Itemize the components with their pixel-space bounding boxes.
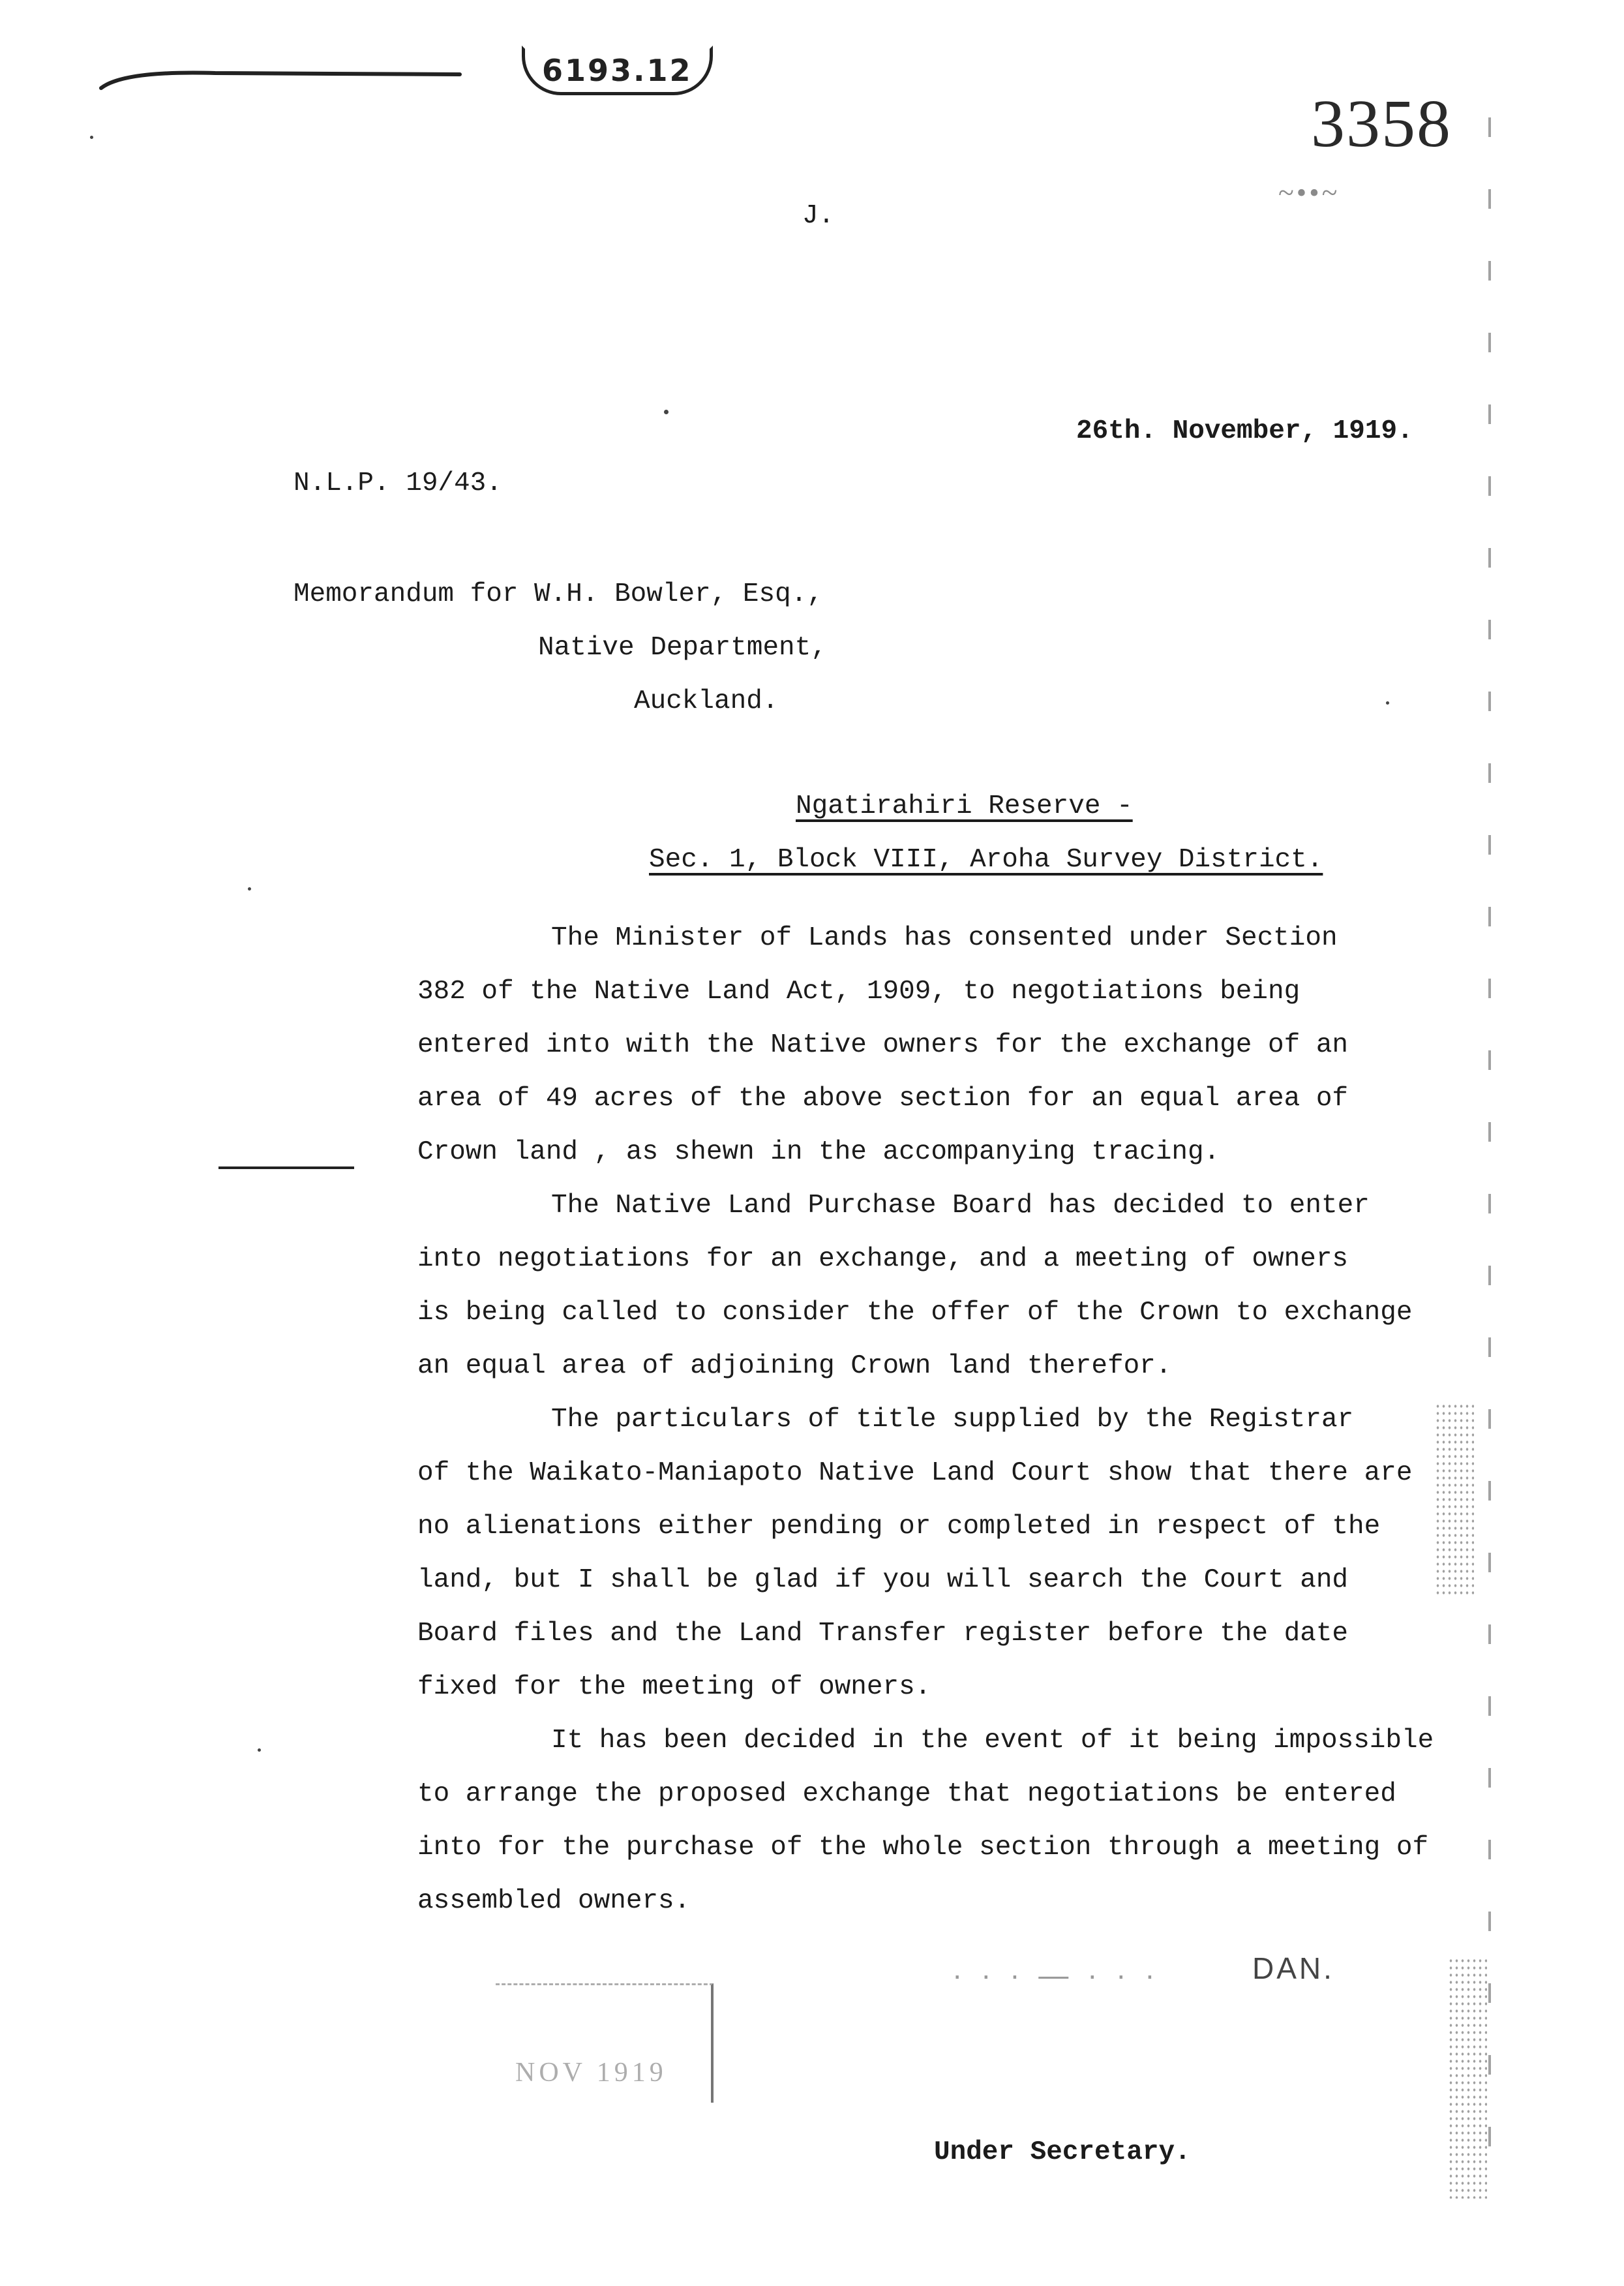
stamp-number: 3358	[1311, 86, 1452, 161]
paragraph-line: is being called to consider the offer of the Crown to exchange	[417, 1298, 1413, 1328]
file-reference: 6193.12	[522, 46, 713, 95]
paragraph	[417, 1714, 1434, 1928]
paragraph-line: fixed for the meeting of owners.	[417, 1672, 931, 1702]
memo-date: 26th. November, 1919.	[1076, 416, 1413, 446]
paragraph-line: into negotiations for an exchange, and a meeting of owners	[417, 1244, 1349, 1274]
paragraph-line: area of 49 acres of the above section for an equal area of	[417, 1084, 1349, 1114]
signature-blur: · · · — · · ·	[952, 1958, 1160, 1992]
paragraph-line: assembled owners.	[417, 1886, 691, 1916]
paragraph-line: into for the purchase of the whole section through a meeting of	[417, 1833, 1429, 1863]
paragraph-line: to arrange the proposed exchange that negotiations be entered	[417, 1779, 1396, 1809]
page-edge-line	[1488, 117, 1491, 2172]
paragraph-line: an equal area of adjoining Crown land therefor.	[417, 1351, 1172, 1381]
paragraph	[417, 1393, 1434, 1714]
edge-speckle	[1448, 1957, 1487, 2199]
paragraph-line: no alienations either pending or completed in respect of the	[417, 1512, 1381, 1542]
stray-dot	[258, 1748, 261, 1752]
mark-j: J.	[802, 201, 835, 231]
paragraph-line: It has been decided in the event of it being impossible	[551, 1726, 1434, 1756]
subject-line-2: Sec. 1, Block VIII, Aroha Survey District.	[649, 845, 1323, 875]
signature-fragment: DAN.	[1252, 1951, 1334, 1985]
margin-dash	[218, 1166, 354, 1169]
paragraph-line: The Native Land Purchase Board has decided to enter	[551, 1191, 1370, 1221]
paragraph	[417, 1179, 1434, 1393]
addressee-line-2: Native Department,	[538, 633, 827, 663]
memo-reference: N.L.P. 19/43.	[293, 468, 502, 498]
received-stamp	[496, 1983, 714, 2103]
signatory-designation: Under Secretary.	[934, 2137, 1191, 2167]
paragraph-line: of the Waikato-Maniapoto Native Land Court show that there are	[417, 1458, 1413, 1488]
stray-dot	[248, 887, 251, 891]
paragraph-line: Crown land , as shewn in the accompanying tracing.	[417, 1137, 1220, 1167]
stamp-smudge: ~••~	[1278, 177, 1340, 209]
received-stamp-text: NOV 1919	[515, 2058, 667, 2088]
paragraph-line: entered into with the Native owners for the exchange of an	[417, 1030, 1349, 1060]
memo-body	[417, 911, 1434, 1928]
paragraph	[417, 911, 1434, 1179]
paragraph-line: The Minister of Lands has consented under Section	[551, 923, 1338, 953]
subject-line-1: Ngatirahiri Reserve -	[796, 791, 1133, 821]
handwritten-stroke	[98, 65, 463, 91]
edge-speckle	[1435, 1403, 1474, 1598]
addressee-line-3: Auckland.	[634, 686, 779, 716]
stray-dot	[90, 136, 93, 139]
paragraph-line: 382 of the Native Land Act, 1909, to negotiations being	[417, 977, 1301, 1007]
paragraph-line: Board files and the Land Transfer register before the date	[417, 1619, 1349, 1649]
stray-dot	[1386, 701, 1389, 705]
paragraph-line: The particulars of title supplied by the Registrar	[551, 1405, 1354, 1435]
paragraph-line: land, but I shall be glad if you will search the Court and	[417, 1565, 1349, 1595]
addressee-line-1: Memorandum for W.H. Bowler, Esq.,	[293, 579, 823, 609]
stray-dot	[664, 410, 669, 414]
